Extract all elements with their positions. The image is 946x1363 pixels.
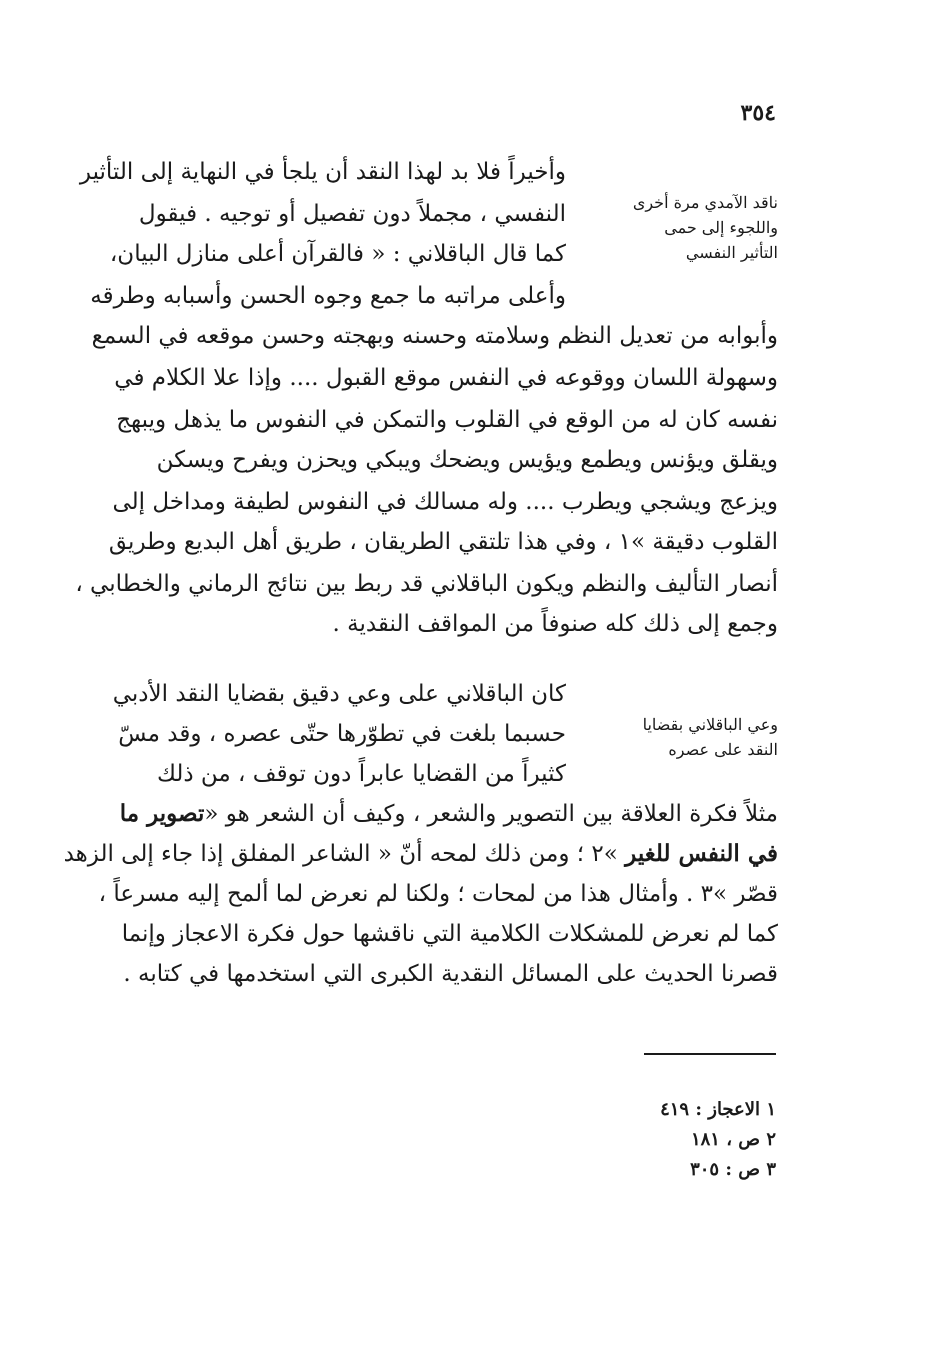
text-line xyxy=(63,840,778,868)
page-number: ٣٥٤ xyxy=(740,100,776,126)
text-run: مثلاً فكرة العلاقة بين التصوير والشعر ، وكيف أن الشعر هو « xyxy=(204,801,778,827)
text-line: كما قال الباقلاني : « فالقرآن أعلى منازل البيان، xyxy=(109,241,566,267)
text-line: كثيراً من القضايا عابراً دون توقف ، من ذلك xyxy=(156,761,566,787)
text-line: ويقلق ويؤنس ويطمع ويؤيس ويضحك ويبكي ويحزن ويفرح ويسكن xyxy=(156,447,778,473)
text-line: قصرنا الحديث على المسائل النقدية الكبرى التي استخدمها في كتابه . xyxy=(123,961,778,987)
text-line: وسهولة اللسان ووقوعه في النفس موقع القبول .... وإذا علا الكلام في xyxy=(114,365,778,391)
margin-note-line: وعي الباقلاني بقضايا xyxy=(642,715,778,734)
text-line: النفسي ، مجملاً دون تفصيل أو توجيه . فيقول xyxy=(138,201,566,227)
text-line: وجمع إلى ذلك كله صنوفاً من المواقف النقدية . xyxy=(332,611,778,637)
text-line: ويزعج ويشجي ويطرب .... وله مسالك في النفوس لطيفة ومداخل إلى xyxy=(112,489,778,515)
text-line: حسبما بلغت في تطوّرها حتّى عصره ، وقد مسّ xyxy=(118,721,566,747)
footnote: ٣ ص : ٣٠٥ xyxy=(690,1159,776,1180)
text-line xyxy=(119,800,778,828)
margin-note-line: التأثير النفسي xyxy=(685,243,778,262)
text-line: كان الباقلاني على وعي دقيق بقضايا النقد الأدبي xyxy=(112,681,566,707)
margin-note-1 xyxy=(593,190,778,265)
footnote-divider xyxy=(644,1053,776,1055)
text-run: »٢ ؛ ومن ذلك لمحه أنّ « الشاعر المفلق إذا جاء إلى الزهد xyxy=(63,841,626,867)
text-line: أنصار التأليف والنظم ويكون الباقلاني قد ربط بين نتائج الرماني والخطابي ، xyxy=(75,571,778,597)
text-line: نفسه كان له من الوقع في القلوب والتمكن في النفوس ما يذهل ويبهج xyxy=(116,407,778,433)
emphasis-text: تصوير ما xyxy=(119,800,205,827)
footnote: ٢ ص ، ١٨١ xyxy=(690,1129,776,1150)
emphasis-text: في النفس للغير xyxy=(625,840,778,867)
margin-note-line: واللجوء إلى حمى xyxy=(664,218,778,237)
text-line: القلوب دقيقة »١ ، وفي هذا تلتقي الطريقان ، طريق أهل البديع وطريق xyxy=(108,529,778,555)
margin-note-line: النقد على عصره xyxy=(668,740,778,759)
text-line: وأخيراً فلا بد لهذا النقد أن يلجأ في النهاية إلى التأثير xyxy=(79,159,566,185)
text-line: وأعلى مراتبه ما جمع وجوه الحسن وأسبابه وطرقه xyxy=(90,283,566,309)
text-line: وأبوابه من تعديل النظم وسلامته وحسنه وبهجته وحسن موقعه في السمع xyxy=(91,323,778,349)
text-line: قصّر »٣ . وأمثال هذا من لمحات ؛ ولكنا لم نعرض لما ألمح إليه مسرعاً ، xyxy=(98,881,778,907)
margin-note-2 xyxy=(593,712,778,762)
footnote: ١ الاعجاز : ٤١٩ xyxy=(660,1099,776,1120)
text-line: كما لم نعرض للمشكلات الكلامية التي ناقشها حول فكرة الاعجاز وإنما xyxy=(121,921,778,947)
margin-note-line: ناقد الآمدي مرة أخرى xyxy=(632,193,778,212)
